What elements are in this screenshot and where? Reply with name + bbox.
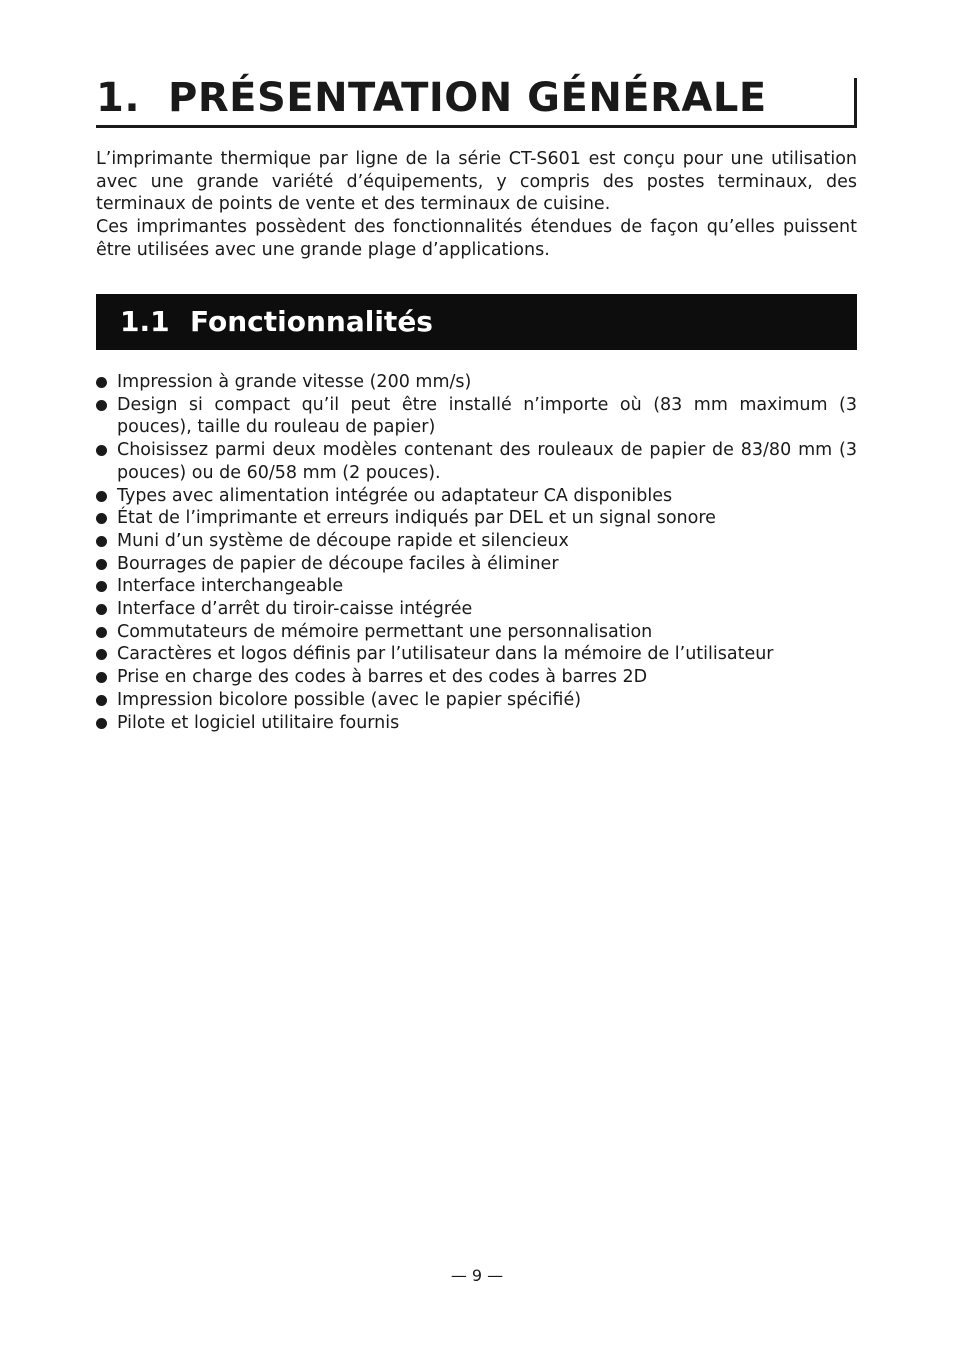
section-title-text: Fonctionnalités [190, 305, 433, 338]
page-number: — 9 — [450, 1266, 504, 1285]
list-item [96, 439, 857, 484]
bullet-icon [96, 445, 107, 456]
chapter-title [96, 74, 767, 122]
feature-text: Impression bicolore possible (avec le papier spécifié) [117, 689, 582, 710]
feature-text: Choisissez parmi deux modèles contenant des rouleaux de papier de 83/80 mm (3 pouces) ou de 60/58 mm (2 pouces). [117, 440, 857, 483]
intro-paragraph: L’imprimante thermique par ligne de la série CT-S601 est conçu pour une utilisation avec une grande variété d’équipements, y compris des postes terminaux, des terminaux de points de vente et des terminaux de cuisine. [96, 149, 857, 215]
bullet-icon [96, 695, 107, 706]
bullet-icon [96, 400, 107, 411]
feature-text: Pilote et logiciel utilitaire fournis [117, 712, 400, 733]
bullet-icon [96, 377, 107, 388]
feature-text: Muni d’un système de découpe rapide et silencieux [117, 530, 569, 551]
bullet-icon [96, 649, 107, 660]
bullet-icon [96, 559, 107, 570]
feature-text: État de l’imprimante et erreurs indiqués par DEL et un signal sonore [117, 508, 716, 529]
feature-text: Caractères et logos définis par l’utilisateur dans la mémoire de l’utilisateur [117, 644, 774, 665]
intro-paragraph: Ces imprimantes possèdent des fonctionnalités étendues de façon qu’elles puissent être utilisées avec une grande plage d’applications. [96, 217, 857, 260]
feature-text: Design si compact qu’il peut être installé n’importe où (83 mm maximum (3 pouces), taille du rouleau de papier) [117, 394, 857, 438]
list-item [96, 621, 857, 644]
feature-text: Prise en charge des codes à barres et des codes à barres 2D [117, 667, 648, 688]
bullet-icon [96, 672, 107, 683]
chapter-heading [96, 72, 857, 128]
bullet-icon [96, 536, 107, 547]
feature-text: Types avec alimentation intégrée ou adaptateur CA disponibles [117, 485, 673, 506]
list-item [96, 666, 857, 689]
feature-text: Bourrages de papier de découpe faciles à éliminer [117, 553, 559, 574]
list-item [96, 643, 857, 666]
bullet-icon [96, 718, 107, 729]
feature-text: Interface interchangeable [117, 576, 344, 597]
list-item [96, 507, 857, 530]
list-item [96, 371, 857, 394]
list-item [96, 530, 857, 553]
chapter-number: 1. [96, 75, 141, 121]
list-item [96, 575, 857, 598]
bullet-icon [96, 581, 107, 592]
list-item [96, 712, 857, 735]
bullet-icon [96, 627, 107, 638]
feature-text: Commutateurs de mémoire permettant une personnalisation [117, 621, 653, 642]
list-item [96, 553, 857, 576]
feature-text: Impression à grande vitesse (200 mm/s) [117, 372, 472, 392]
list-item [96, 689, 857, 712]
list-item [96, 394, 857, 439]
bullet-icon [96, 604, 107, 615]
section-heading-bar [96, 294, 857, 350]
bullet-icon [96, 491, 107, 502]
feature-list [96, 371, 857, 734]
section-number: 1.1 [120, 305, 170, 338]
feature-text: Interface d’arrêt du tiroir-caisse intégrée [117, 599, 473, 620]
list-item [96, 598, 857, 621]
intro-text [96, 148, 857, 262]
bullet-icon [96, 513, 107, 524]
heading-rule-right [854, 78, 857, 128]
section-title [120, 294, 433, 350]
list-item [96, 485, 857, 508]
chapter-title-text: PRÉSENTATION GÉNÉRALE [168, 75, 767, 121]
